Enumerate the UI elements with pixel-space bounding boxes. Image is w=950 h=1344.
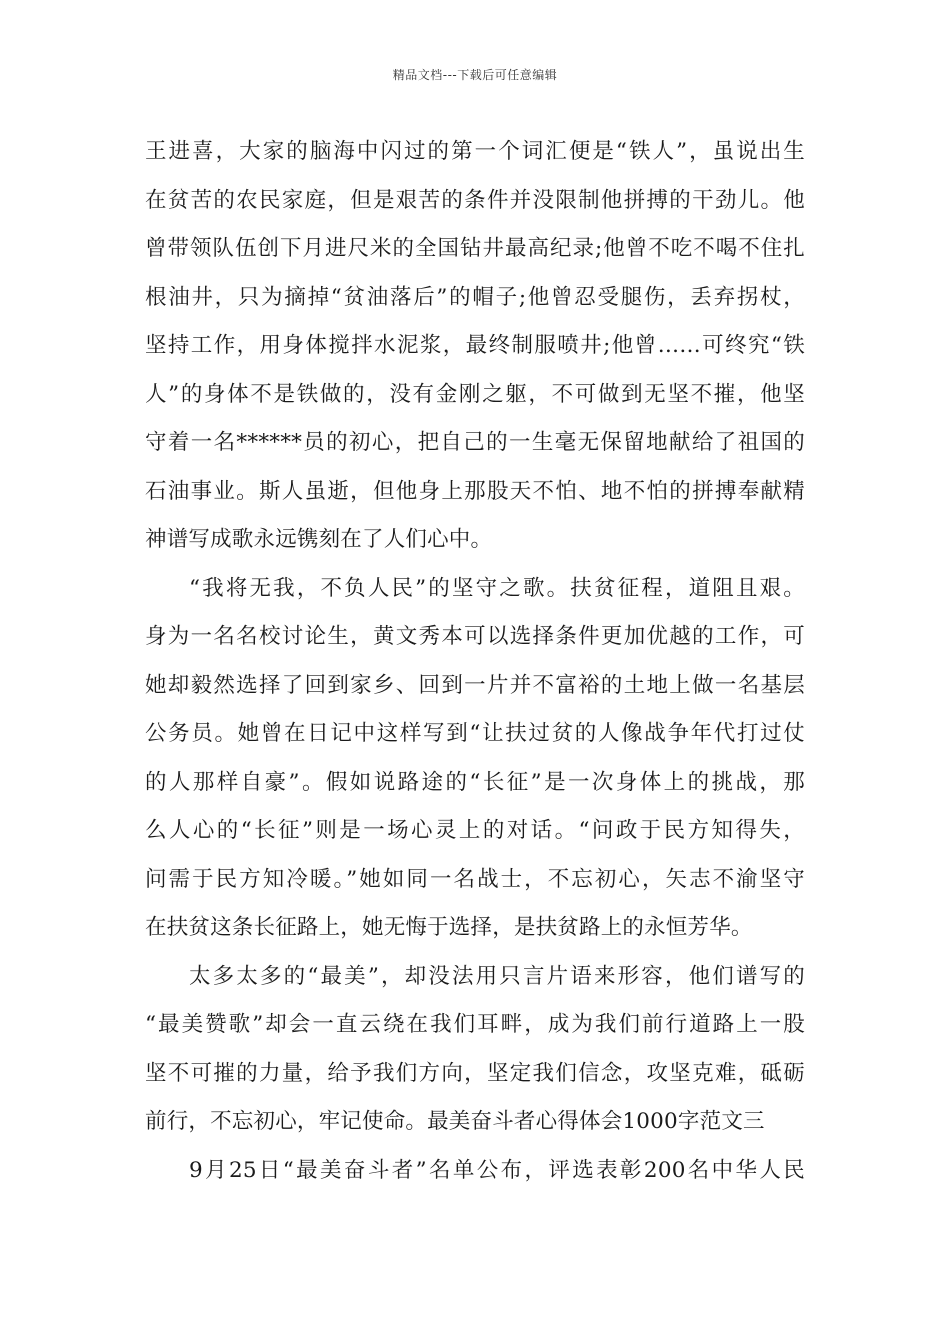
- text-line: 坚不可摧的力量，给予我们方向，坚定我们信念，攻坚克难，砥砺: [145, 1060, 805, 1086]
- text-line: 公务员。她曾在日记中这样写到“让扶过贫的人像战争年代打过仗: [145, 721, 805, 746]
- text-line: 身为一名名校讨论生，黄文秀本可以选择条件更加优越的工作，可: [145, 624, 805, 649]
- text-line: 坚持工作，用身体搅拌水泥浆，最终制服喷井;他曾……可终究“铁: [145, 333, 805, 358]
- paragraph-wang-jinxi: [145, 128, 805, 565]
- document-body: [145, 128, 805, 1195]
- text-line: “最美赞歌”却会一直云绕在我们耳畔，成为我们前行道路上一股: [145, 1012, 805, 1037]
- text-line: 她却毅然选择了回到家乡、回到一片并不富裕的土地上做一名基层: [145, 672, 805, 698]
- paragraph-sept-25: [145, 1147, 805, 1196]
- text-line: 守着一名******员的初心，把自己的一生毫无保留地献给了祖国的: [145, 430, 805, 455]
- paragraph-huang-wenxiu: [145, 565, 805, 953]
- text-line: 王进喜，大家的脑海中闪过的第一个词汇便是“铁人”，虽说出生: [145, 139, 805, 164]
- text-line: 石油事业。斯人虽逝，但他身上那股天不怕、地不怕的拼搏奉献精: [145, 478, 805, 504]
- text-line: 在扶贫这条长征路上，她无悔于选择，是扶贫路上的永恒芳华。: [145, 915, 753, 940]
- text-line: 前行，不忘初心，牢记使命。最美奋斗者心得体会1000字范文三: [145, 1109, 765, 1134]
- text-line: 么人心的“长征”则是一场心灵上的对话。“问政于民方知得失，: [145, 818, 805, 843]
- page-header: 精品文档---下载后可任意编辑: [392, 68, 558, 82]
- text-line: 9月25日“最美奋斗者”名单公布，评选表彰200名中华人民: [189, 1157, 805, 1183]
- paragraph-most-beautiful: [145, 953, 805, 1147]
- text-line: 曾带领队伍创下月进尺米的全国钻井最高纪录;他曾不吃不喝不住扎: [145, 236, 805, 261]
- text-line: “我将无我，不负人民”的坚守之歌。扶贫征程，道阻且艰。: [189, 575, 805, 601]
- text-line: 在贫苦的农民家庭，但是艰苦的条件并没限制他拼搏的干劲儿。他: [145, 187, 805, 213]
- text-line: 根油井，只为摘掉“贫油落后”的帽子;他曾忍受腿伤，丢弃拐杖，: [145, 284, 805, 310]
- text-line: 的人那样自豪”。假如说路途的“长征”是一次身体上的挑战，那: [145, 769, 805, 795]
- text-line: 神谱写成歌永远镌刻在了人们心中。: [145, 527, 493, 552]
- text-line: 问需于民方知冷暖。”她如同一名战士，不忘初心，矢志不渝坚守: [145, 866, 805, 892]
- text-line: 太多太多的“最美”，却没法用只言片语来形容，他们谱写的: [189, 963, 805, 989]
- text-line: 人”的身体不是铁做的，没有金刚之躯，不可做到无坚不摧，他坚: [145, 381, 805, 407]
